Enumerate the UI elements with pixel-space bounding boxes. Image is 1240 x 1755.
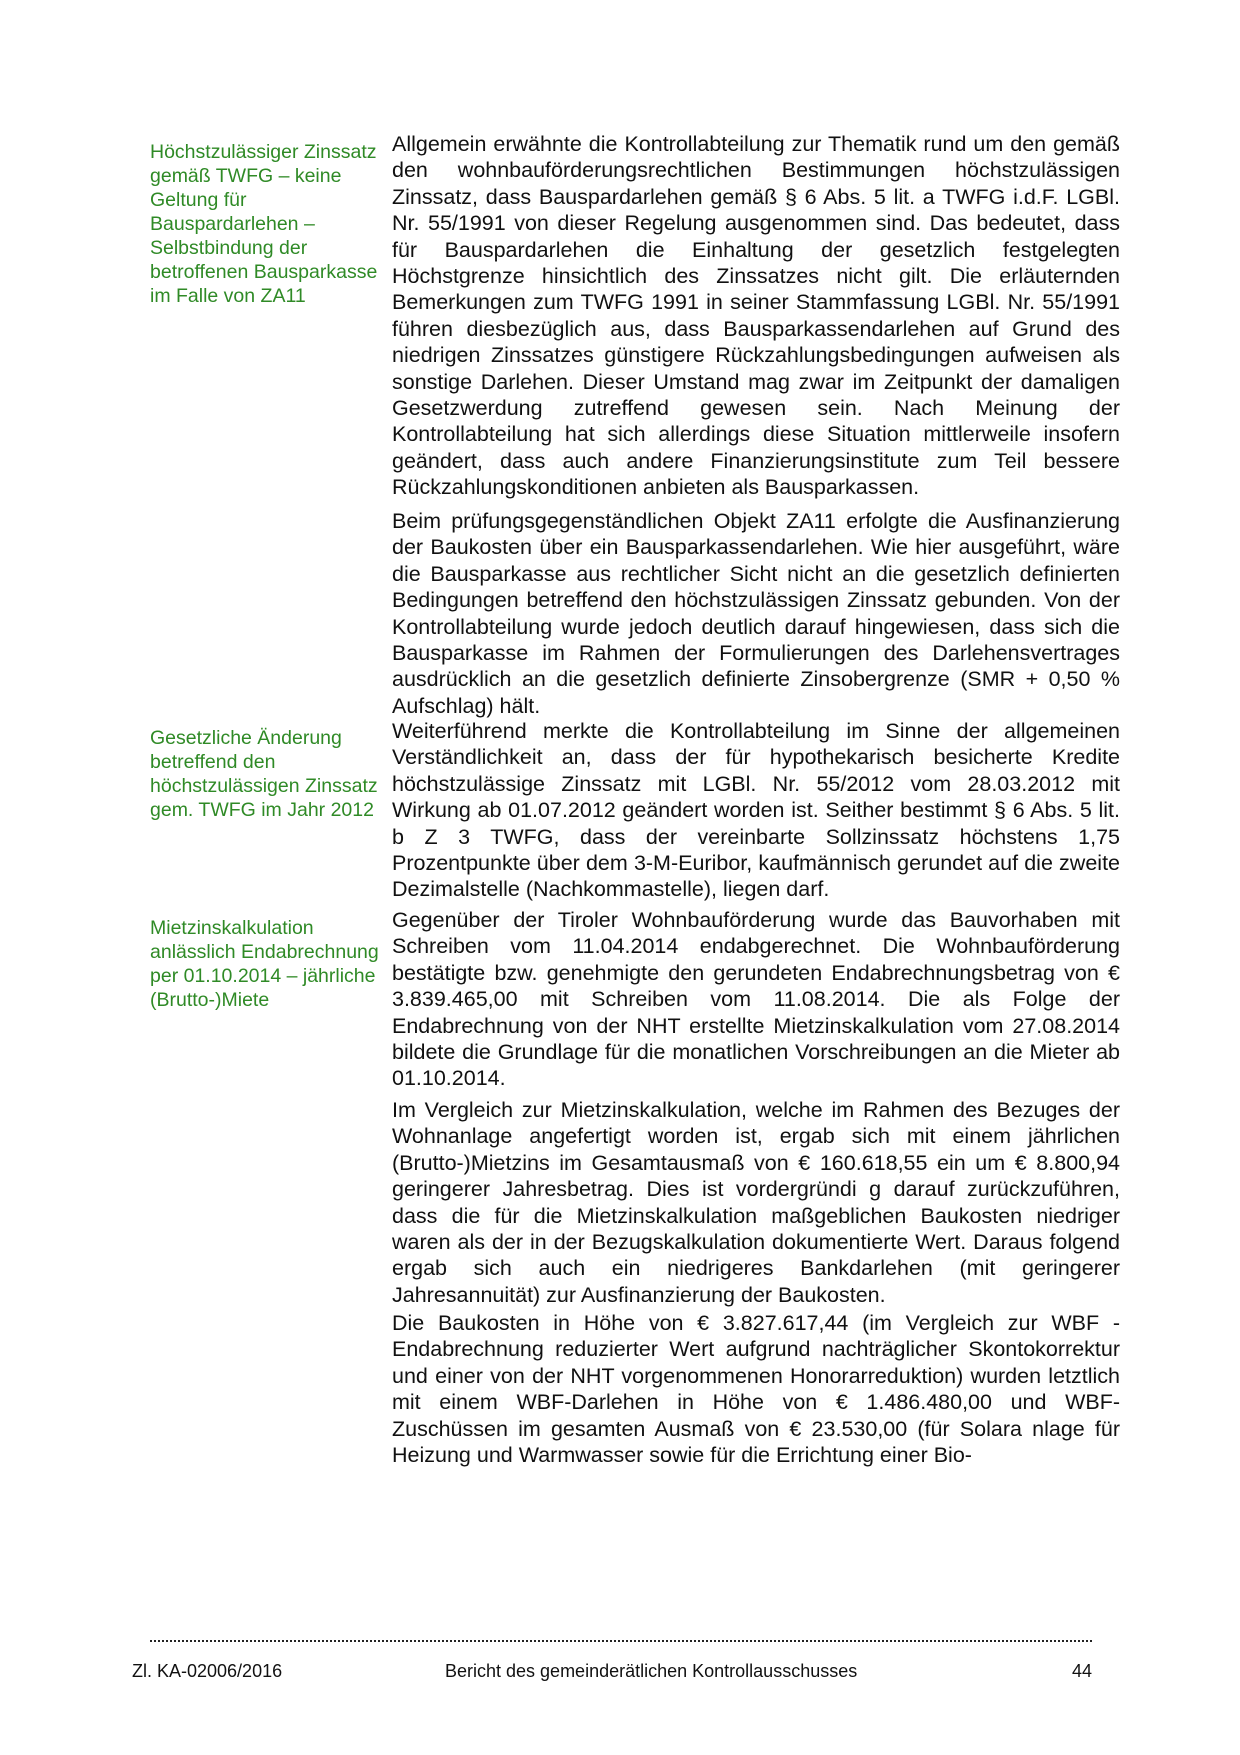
paragraph-baukosten-finanzierung: Die Baukosten in Höhe von € 3.827.617,44 (im Vergleich zur WBF - Endabrechnung reduzierter Wert aufgrund nachträglicher Skontokorrektur und einer von der NHT vorgenommenen Honorarreduktion) wurden letztlich mit einem WBF-Darlehen in Höhe von € 1.486.480,00 und WBF-Zuschüssen im gesamten Ausmaß von € 23.530,00 (für Solara nlage für Heizung und Warmwasser sowie für die Errichtung einer Bio- — [392, 1311, 1120, 1468]
margin-note-mietzinskalkulation: Mietzinskalkulation anlässlich Endabrechnung per 01.10.2014 – jährliche (Brutto-)Miete — [150, 917, 379, 1011]
paragraph-endabrechnung: Gegenüber der Tiroler Wohnbauförderung wurde das Bauvorhaben mit Schreiben vom 11.04.2014 endabgerechnet. Die Wohnbauförderung bestätigte bzw. genehmigte den gerundeten Endabrechnungsbetrag von € 3.839.465,00 mit Schreiben vom 11.08.2014. Die als Folge der Endabrechnung von der NHT erstellte Mietzinskalkulation vom 27.08.2014 bildete die Grundlage für die monatlichen Vorschreibungen an die Mieter ab 01.10.2014. — [392, 908, 1120, 1091]
paragraph-za11-ausfinanzierung: Beim prüfungsgegenständlichen Objekt ZA11 erfolgte die Ausfinanzierung der Baukosten über ein Bausparkassendarlehen. Wie hier ausgeführt, wäre die Bausparkasse aus rechtlicher Sicht nicht an die gesetzlich definierten Bedingungen betreffend den höchstzulässigen Zinssatz gebunden. Von der Kontrollabteilung wurde jedoch deutlich darauf hingewiesen, dass sich die Bausparkasse im Rahmen der Formulierungen des Darlehensvertrages ausdrücklich an die gesetzlich definierte Zinsobergrenze (SMR + 0,50 % Aufschlag) hält. — [392, 509, 1120, 718]
footer-divider — [150, 1640, 1092, 1642]
margin-note-hoechstzinssatz: Höchstzulässiger Zinssatz gemäß TWFG – keine Geltung für Bauspardarlehen – Selbstbindung der betroffenen Bausparkasse im Falle von ZA11 — [150, 141, 378, 307]
paragraph-mietzins-vergleich: Im Vergleich zur Mietzinskalkulation, welche im Rahmen des Bezuges der Wohnanlage angefertigt worden ist, ergab sich mit einem jährlichen (Brutto-)Mietzins im Gesamtausmaß von € 160.618,55 ein um € 8.800,94 geringerer Jahresbetrag. Dies ist vordergründi g darauf zurückzuführen, dass die für die Mietzinskalkulation maßgeblichen Baukosten niedriger waren als der in der Bezugskalkulation dokumentierte Wert. Daraus folgend ergab sich auch ein niedrigeres Bankdarlehen (mit geringerer Jahresannuität) zur Ausfinanzierung der Baukosten. — [392, 1098, 1120, 1307]
paragraph-bauspardarlehen-ausnahme: Allgemein erwähnte die Kontrollabteilung zur Thematik rund um den gemäß den wohnbauförderungsrechtlichen Bestimmungen höchstzulässigen Zinssatz, dass Bauspardarlehen gemäß § 6 Abs. 5 lit. a TWFG i.d.F. LGBl. Nr. 55/1991 von dieser Regelung ausgenommen sind. Das bedeutet, dass für Bauspardarlehen die Einhaltung der gesetzlich festgelegten Höchstgrenze hinsichtlich des Zinssatzes nicht gilt. Die erläuternden Bemerkungen zum TWFG 1991 in seiner Stammfassung LGBl. Nr. 55/1991 führen diesbezüglich aus, dass Bausparkassendarlehen auf Grund des niedrigen Zinssatzes günstigere Rückzahlungsbedingungen aufweisen als sonstige Darlehen. Dieser Umstand mag zwar im Zeitpunkt der damaligen Gesetzwerdung zutreffend gewesen sein. Nach Meinung der Kontrollabteilung hat sich allerdings diese Situation mittlerweile insofern geändert, dass auch andere Finanzierungsinstitute zum Teil bessere Rückzahlungskonditionen anbieten als Bausparkassen. — [392, 132, 1120, 500]
margin-note-gesetzesaenderung-2012: Gesetzliche Änderung betreffend den höchstzulässigen Zinssatz gem. TWFG im Jahr 2012 — [150, 727, 378, 821]
page-number: 44 — [1072, 1661, 1093, 1681]
footer-reference-number: Zl. KA-02006/2016 — [132, 1661, 283, 1681]
footer-report-title: Bericht des gemeinderätlichen Kontrollausschusses — [445, 1661, 858, 1681]
paragraph-zinssatz-aenderung: Weiterführend merkte die Kontrollabteilung im Sinne der allgemeinen Verständlichkeit an, dass der für hypothekarisch besicherte Kredite höchstzulässige Zinssatz mit LGBl. Nr. 55/2012 vom 28.03.2012 mit Wirkung ab 01.07.2012 geändert worden ist. Seither bestimmt § 6 Abs. 5 lit. b Z 3 TWFG, dass der vereinbarte Sollzinssatz höchstens 1,75 Prozentpunkte über dem 3-M-Euribor, kaufmännisch gerundet auf die zweite Dezimalstelle (Nachkommastelle), liegen darf. — [392, 719, 1120, 902]
